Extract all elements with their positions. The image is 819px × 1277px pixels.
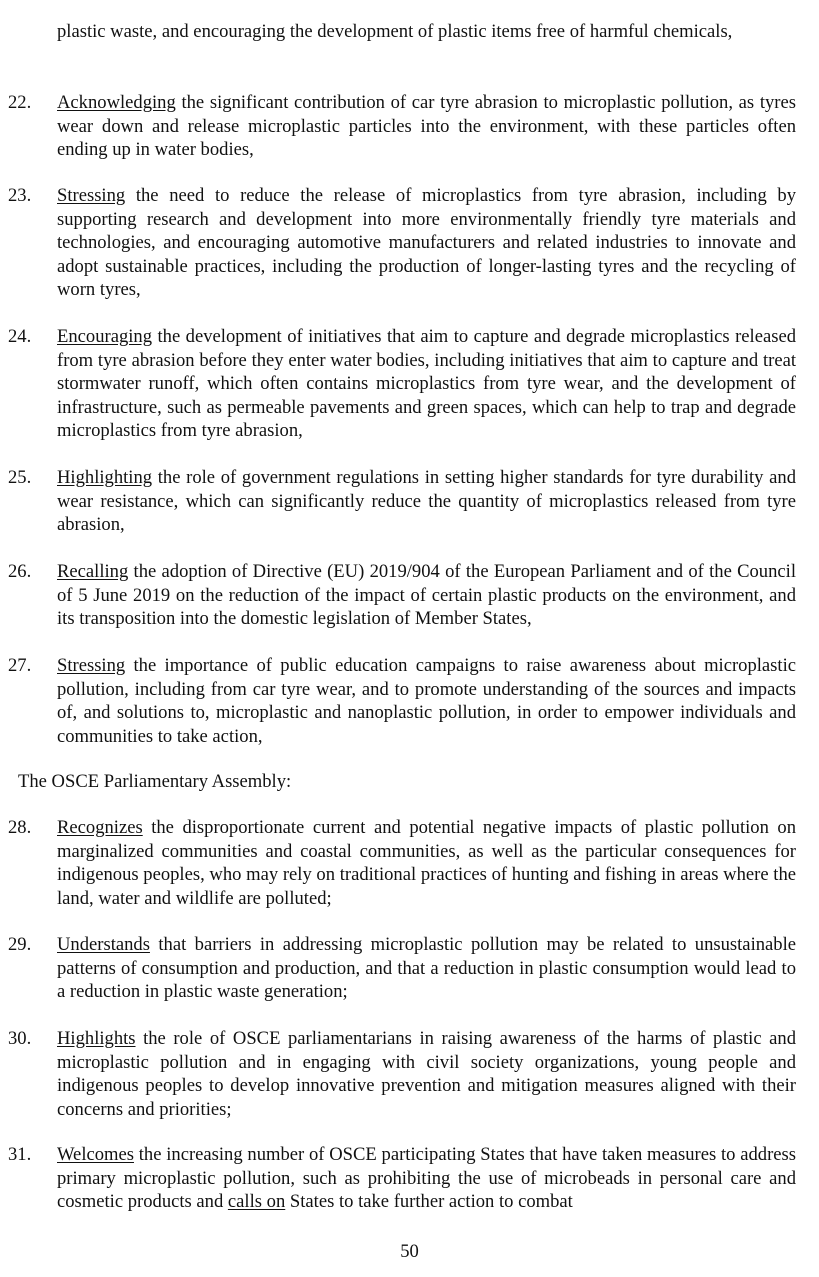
paragraph-number: 23. (8, 185, 32, 206)
paragraph-body (57, 654, 796, 748)
operative-keyword: Recognizes (57, 817, 143, 838)
paragraph-body (57, 816, 796, 910)
paragraph-text-continued: States to take further action to combat (285, 1191, 573, 1213)
operative-keyword: Stressing (57, 185, 126, 206)
paragraph-text: the disproportionate current and potential negative impacts of plastic pollution on marginalized communities and coastal communities, as well as the particular consequences for indigenous peoples, who may rely on traditional practices of hunting and fishing in areas where the land, water and wildlife are polluted; (57, 817, 796, 909)
page-number: 50 (400, 1241, 419, 1262)
paragraph-text: that barriers in addressing microplastic pollution may be related to unsustainable patterns of consumption and production, and that a reduction in plastic consumption would lead to a reduction in plastic waste generation; (57, 934, 796, 1003)
paragraph-body (57, 560, 796, 631)
paragraph-body (57, 1027, 796, 1121)
paragraph-number: 25. (8, 467, 32, 488)
operative-keyword: Acknowledging (57, 92, 176, 113)
paragraph-number: 28. (8, 817, 32, 838)
operative-keyword: Welcomes (57, 1144, 134, 1165)
paragraph-number: 22. (8, 92, 32, 113)
paragraph-number: 26. (8, 561, 32, 582)
paragraph-body (57, 933, 796, 1004)
paragraph-text: the adoption of Directive (EU) 2019/904 of the European Parliament and of the Council of 5 June 2019 on the reduction of the impact of certain plastic products on the environment, and its transposition into the domestic legislation of Member States, (57, 561, 796, 630)
operative-keyword: Highlights (57, 1028, 136, 1049)
operative-keyword: Encouraging (57, 326, 153, 347)
paragraph-number: 24. (8, 326, 32, 347)
assembly-heading: The OSCE Parliamentary Assembly: (18, 771, 292, 792)
intro-continuation: plastic waste, and encouraging the development of plastic items free of harmful chemicals, (57, 21, 733, 42)
paragraph-number: 31. (8, 1144, 32, 1165)
paragraph-body (57, 1143, 796, 1214)
paragraph-text: the importance of public education campaigns to raise awareness about microplastic pollution, including from car tyre wear, and to promote understanding of the sources and impacts of, and solutions to, microplastic and nanoplastic pollution, in order to empower individuals and communities to take action, (57, 655, 796, 747)
paragraph-body (57, 91, 796, 162)
operative-keyword: Stressing (57, 655, 126, 676)
paragraph-text: the need to reduce the release of microplastics from tyre abrasion, including by supporting research and development into more environmentally friendly tyre materials and technologies, and encouraging automotive manufacturers and related industries to innovate and adopt sustainable practices, including the production of longer-lasting tyres and the recycling of worn tyres, (57, 185, 796, 301)
paragraph-number: 29. (8, 934, 32, 955)
paragraph-body (57, 325, 796, 443)
operative-keyword: Highlighting (57, 467, 153, 488)
paragraph-number: 30. (8, 1028, 32, 1049)
paragraph-number: 27. (8, 655, 32, 676)
paragraph-text: the role of government regulations in setting higher standards for tyre durability and wear resistance, which can significantly reduce the quantity of microplastics released from tyre abrasion, (57, 467, 796, 536)
paragraph-body (57, 184, 796, 302)
operative-keyword: Recalling (57, 561, 129, 582)
paragraph-body (57, 466, 796, 537)
paragraph-text: the increasing number of OSCE participating States that have taken measures to address primary microplastic pollution, such as prohibiting the use of microbeads in personal care and cosmetic products and (57, 1144, 796, 1213)
operative-keyword-secondary: calls on (227, 1191, 286, 1213)
paragraph-text: the role of OSCE parliamentarians in raising awareness of the harms of plastic and microplastic pollution and in engaging with civil society organizations, young people and indigenous peoples to develop innovative prevention and mitigation measures aligned with their concerns and priorities; (57, 1028, 796, 1120)
operative-keyword: Understands (57, 934, 150, 955)
paragraph-text: the significant contribution of car tyre abrasion to microplastic pollution, as tyres wear down and release microplastic particles into the environment, with these particles often ending up in water bodies, (57, 92, 796, 161)
paragraph-text: the development of initiatives that aim to capture and degrade microplastics released from tyre abrasion before they enter water bodies, including initiatives that aim to capture and treat stormwater runoff, which often contains microplastics from tyre wear, and the development of infrastructure, such as permeable pavements and green spaces, which can help to trap and degrade microplastics from tyre abrasion, (57, 326, 796, 442)
